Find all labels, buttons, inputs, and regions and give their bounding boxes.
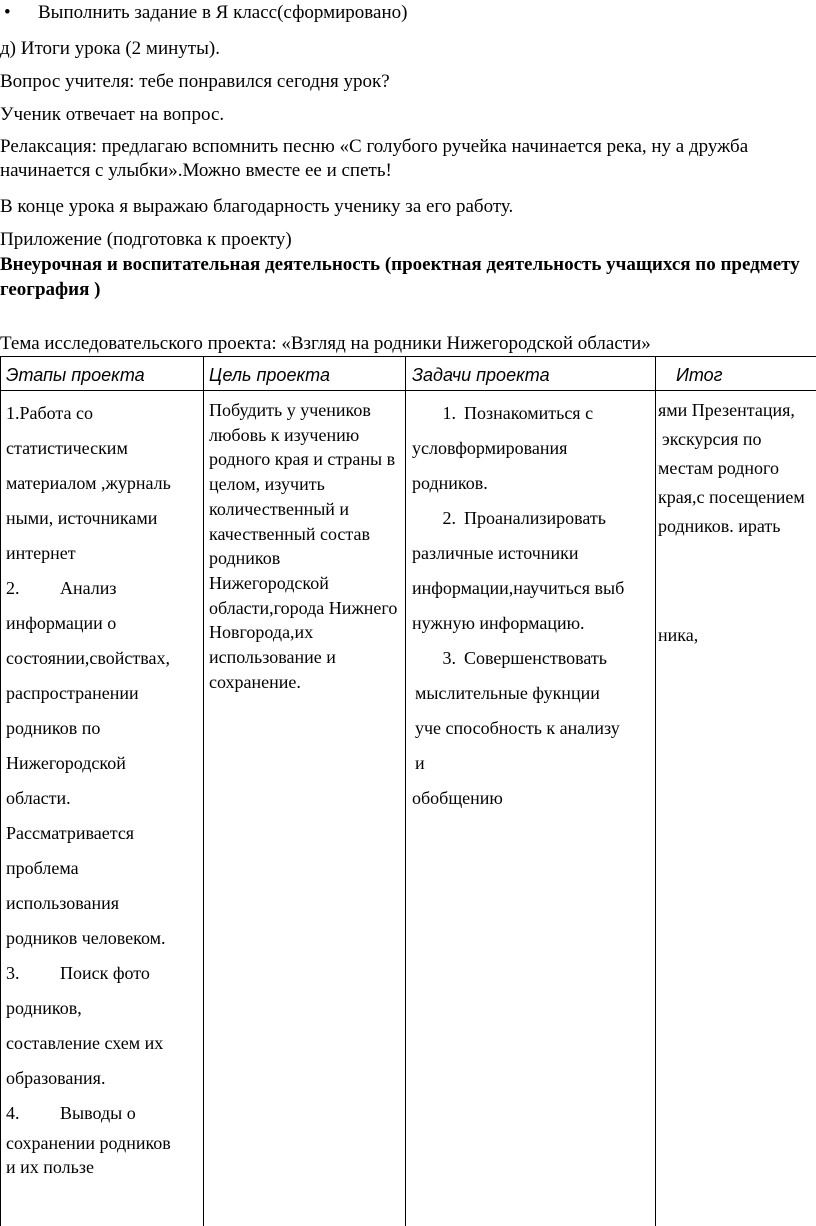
table-divider-1 [203,356,204,1226]
stage-number: 2. [6,578,20,598]
stage-line: области. [6,788,71,808]
task-text: Совершенствовать [464,648,607,668]
stage-line: проблема [6,858,79,878]
stage-line: родников, [6,998,82,1018]
task-item-2 [412,501,656,536]
stage-number: 4. [6,1103,20,1123]
student-answer: Ученик отвечает на вопрос. [0,104,225,125]
appendix-title: Приложение (подготовка к проекту) [0,229,292,250]
task-number: 3. [442,648,456,668]
stage-item-3 [6,956,202,991]
table-header-border [0,390,816,391]
task-text: Познакомиться с [464,403,594,423]
project-table [0,356,816,1226]
stage-number: 3. [6,963,20,983]
stage-item-4 [6,1096,202,1131]
result-line: ника, [658,625,699,645]
task-number: 2. [442,508,456,528]
stage-line: и их пользе [6,1157,94,1177]
header-goal: Цель проекта [209,365,330,385]
task-item-3 [412,641,656,676]
bullet-text: Выполнить задание в Я класс(сформировано) [38,2,408,23]
section-heading: Внеурочная и воспитательная деятельность (проектная деятельность учащихся по предмету география ) [0,254,800,300]
header-tasks: Задачи проекта [412,365,550,385]
thanks-text: В конце урока я выражаю благодарность ученику за его работу. [0,196,514,217]
stage-line: распространении [6,683,139,703]
task-line: и [415,753,425,773]
stage-line: Нижегородской [6,753,126,773]
stage-line: интернет [6,543,76,563]
stages-cell [6,396,202,1179]
bullet-item [4,2,407,24]
table-top-border [0,356,816,357]
stage-text: Выводы о [60,1103,136,1123]
table-divider-2 [405,356,406,1226]
stage-line: родников по [6,718,101,738]
stage-line: родников человеком. [6,928,166,948]
stage-item-2 [6,571,202,606]
task-line: условформирования [412,438,568,458]
table-border-left [0,356,1,1226]
stage-line: использования [6,893,120,913]
task-line: обобщению [412,788,503,808]
teacher-question: Вопрос учителя: тебе понравился сегодня урок? [0,71,390,92]
task-text: Проанализировать [464,508,606,528]
task-line: информации,научиться выб [412,578,625,598]
stage-line: составление схем их [6,1033,164,1053]
result-line: местам родного [658,458,779,478]
relaxation-text: Релаксация: предлагаю вспомнить песню «С голубого ручейка начинается река, ну а дружба начинается с улыбки».Можно вместе ее и спеть! [0,136,749,181]
stage-line: 1.Работа со [6,403,93,423]
result-cell [658,396,816,650]
task-line: различные источники [412,543,579,563]
goal-cell: Побудить у учеников любовь к изучению родного края и страны в целом, изучить количественный и качественный состав родников Нижегородской области,города Нижнего Новгорода,их использование и сохранение. [209,400,398,692]
result-line: экскурсия по [662,429,762,449]
result-line: родников. ирать [658,516,781,536]
tasks-cell [412,396,656,816]
stage-text: Анализ [60,578,117,598]
stage-line: состоянии,свойствах, [6,648,170,668]
stage-line: ными, источниками [6,508,158,528]
task-line: уче способность к анализу [415,718,620,738]
stage-line: статистическим [6,438,128,458]
task-line: нужную информацию. [412,613,585,633]
header-result: Итог [676,365,723,385]
header-stages: Этапы проекта [6,365,145,385]
project-topic: Тема исследовательского проекта: «Взгляд на родники Нижегородской области» [0,333,651,354]
stage-text: Поиск фото [60,963,150,983]
result-line: ями Презентация, [658,400,795,420]
stage-line: Рассматривается [6,823,135,843]
stage-line: материалом ,журналь [6,473,171,493]
bullet-icon: • [4,2,11,23]
task-number: 1. [442,403,456,423]
task-line: родников. [412,473,488,493]
task-item-1 [412,396,656,431]
result-line: края,с посещением [658,487,805,507]
stage-line: образования. [6,1068,106,1088]
task-line: мыслительные фукнции [415,683,600,703]
lesson-summary: д) Итоги урока (2 минуты). [0,38,220,59]
stage-line: информации о [6,613,117,633]
stage-line: сохранении родников [6,1133,171,1153]
